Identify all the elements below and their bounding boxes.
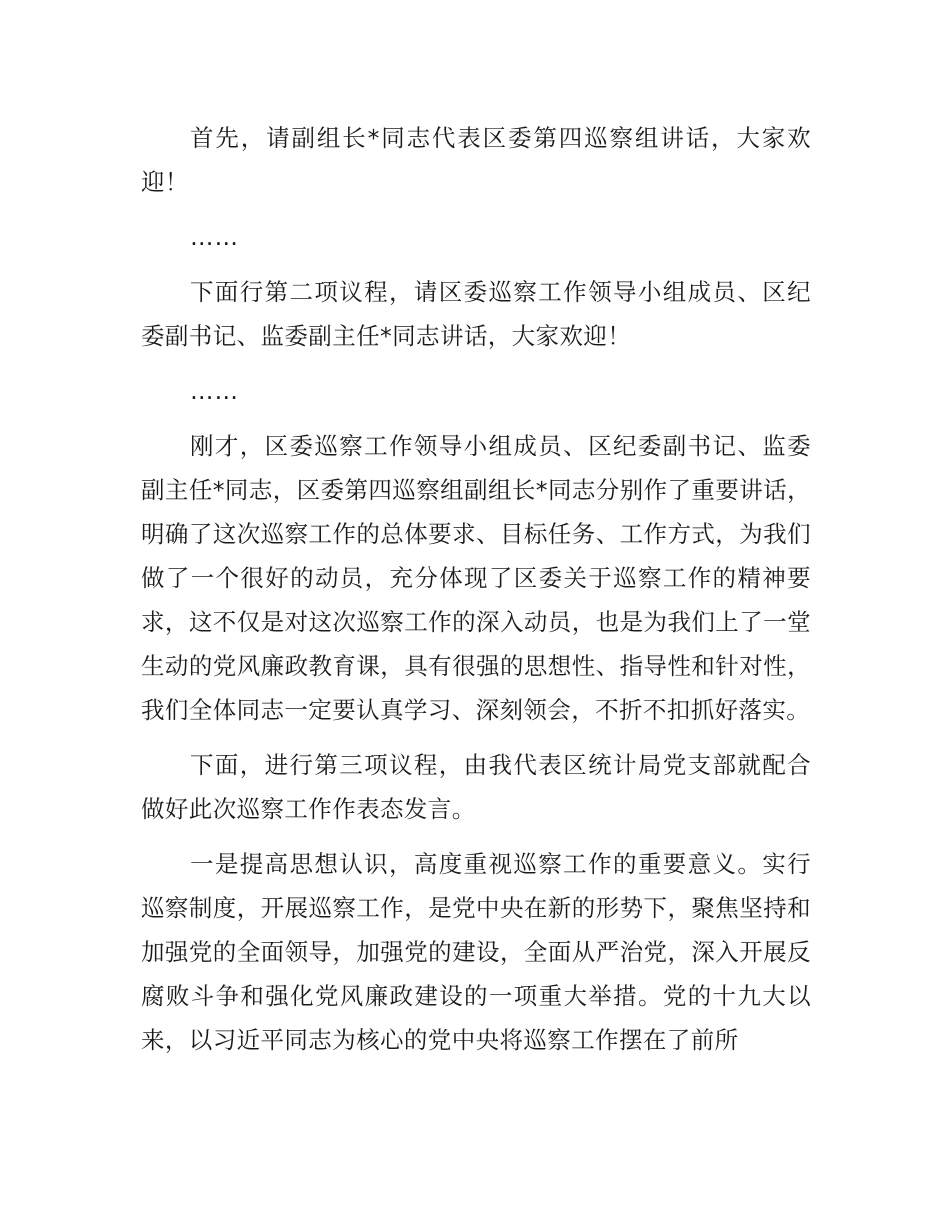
paragraph-point-one: 一是提高思想认识，高度重视巡察工作的重要意义。实行巡察制度，开展巡察工作，是党中央在新的形势下，聚焦坚持和加强党的全面领导，加强党的建设，全面从严治党，深入开展反腐败斗争和强化党风廉政建设的一项重大举措。党的十九大以来，以习近平同志为核心的党中央将巡察工作摆在了前所 xyxy=(141,850,811,1054)
paragraph-opening: 首先，请副组长*同志代表区委第四巡察组讲话，大家欢迎！ xyxy=(141,124,811,196)
document-body xyxy=(141,116,811,1073)
paragraph-second-agenda: 下面行第二项议程，请区委巡察工作领导小组成员、区纪委副书记、监委副主任*同志讲话，大家欢迎！ xyxy=(141,278,811,350)
paragraph-summary: 刚才，区委巡察工作领导小组成员、区纪委副书记、监委副主任*同志，区委第四巡察组副组长*同志分别作了重要讲话，明确了这次巡察工作的总体要求、目标任务、工作方式，为我们做了一个很好的动员，充分体现了区委关于巡察工作的精神要求，这不仅是对这次巡察工作的深入动员，也是为我们上了一堂生动的党风廉政教育课，具有很强的思想性、指导性和针对性，我们全体同志一定要认真学习、深刻领会，不折不扣抓好落实。 xyxy=(141,432,811,724)
paragraph-third-agenda: 下面，进行第三项议程，由我代表区统计局党支部就配合做好此次巡察工作作表态发言。 xyxy=(141,751,811,823)
ellipsis-1: …… xyxy=(190,223,239,251)
ellipsis-2: …… xyxy=(190,377,239,405)
